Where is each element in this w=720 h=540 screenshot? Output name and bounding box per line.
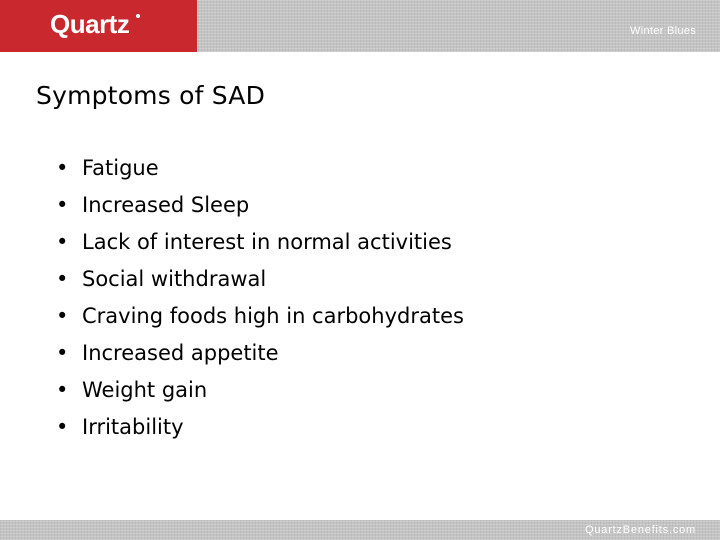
bullet-icon: • <box>56 341 69 365</box>
bullet-text: Irritability <box>82 415 184 439</box>
bullet-icon: • <box>56 304 69 328</box>
bullet-icon: • <box>56 415 69 439</box>
bullet-icon: • <box>56 156 69 180</box>
bullet-text: Increased appetite <box>82 341 279 365</box>
bullet-text: Increased Sleep <box>82 193 250 217</box>
bullet-text: Craving foods high in carbohydrates <box>82 304 464 328</box>
bullet-text: Fatigue <box>82 156 159 180</box>
slide-title: Symptoms of SAD <box>36 81 266 110</box>
header-bar <box>0 0 720 52</box>
bullet-icon: • <box>56 193 69 217</box>
bullet-text: Weight gain <box>82 378 208 402</box>
bullet-icon: • <box>56 378 69 402</box>
bullet-icon: • <box>56 230 69 254</box>
footer-bar <box>0 520 720 540</box>
bullet-text: Social withdrawal <box>82 267 267 291</box>
bullet-text: Lack of interest in normal activities <box>82 230 452 254</box>
logo <box>0 0 197 52</box>
bullet-icon: • <box>56 267 69 291</box>
footer-url: QuartzBenefits.com <box>585 524 696 536</box>
logo-text: Quartz <box>50 9 130 39</box>
logo-trademark-dot <box>136 14 140 18</box>
header-title: Winter Blues <box>630 25 696 37</box>
